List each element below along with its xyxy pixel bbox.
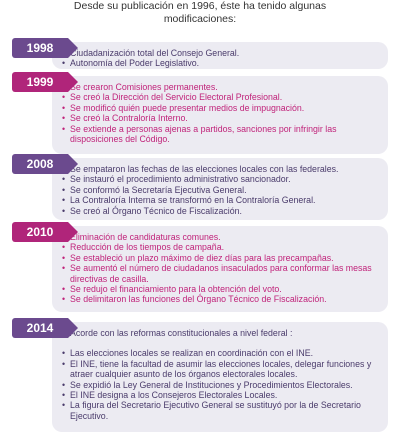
list-2010	[52, 226, 388, 311]
list-item: • El INE designa a los Consejeros Electorales Locales.	[62, 390, 278, 401]
timeline-block-1998	[0, 38, 400, 68]
year-tag-1998: 1998	[12, 38, 68, 58]
list-1998	[52, 42, 388, 75]
list-item: Ciudadanización total del Consejo General.	[70, 48, 240, 58]
list-item: Se crearon Comisiones permanentes.	[70, 82, 218, 92]
list-item: • Las elecciones locales se realizan en coordinación con el INE.	[62, 348, 314, 359]
card-2014	[52, 322, 388, 432]
list-item: • La Contraloría Interna se transformó en la Contraloría General.	[62, 195, 316, 206]
list-item: • Se modificó quién puede presentar medios de impugnación.	[62, 102, 305, 113]
card-2010	[52, 226, 388, 312]
card-1998	[52, 42, 388, 69]
timeline-block-1999	[0, 72, 400, 152]
year-tag-arrow	[68, 72, 78, 92]
list-item: • Se creó la Dirección del Servicio Electoral Profesional.	[62, 92, 283, 103]
list-item: Se empataron las fechas de las elecciones locales con las federales.	[70, 164, 339, 174]
lead-2014: Acorde con las reformas constitucionales a nivel federal :	[70, 328, 293, 338]
year-tag-arrow	[68, 154, 78, 174]
year-tag-2008: 2008	[12, 154, 68, 174]
intro-text	[0, 0, 400, 26]
timeline-block-2008	[0, 154, 400, 220]
list-item: • Reducción de los tiempos de campaña.	[62, 242, 225, 253]
list-item: • Se delimitaron las funciones del Órgano Técnico de Fiscalización.	[62, 294, 327, 305]
timeline-block-2010	[0, 222, 400, 310]
year-tag-1999: 1999	[12, 72, 68, 92]
list-item: • Se instauró el procedimiento administrativo sancionador.	[62, 174, 291, 185]
year-tag-2010: 2010	[12, 222, 68, 242]
list-item: • Se creó la Contraloría Interno.	[62, 113, 188, 124]
list-item: • Se expidió la Ley General de Instituciones y Procedimientos Electorales.	[62, 379, 353, 390]
year-tag-arrow	[68, 38, 78, 58]
timeline-block-2014	[0, 318, 400, 421]
year-tag-arrow	[68, 222, 78, 242]
list-1999	[52, 76, 388, 150]
intro-line-2: modificaciones:	[163, 13, 237, 25]
year-tag-arrow	[68, 318, 78, 338]
year-tag-2014: 2014	[12, 318, 68, 338]
list-item: • Se extiende a personas ajenas a partidos, sanciones por infringir las disposiciones del Código.	[62, 123, 337, 145]
list-item: • La figura del Secretario Ejecutivo General se sustituyó por la de Secretario Ejecutivo.	[62, 400, 361, 421]
intro-line-1: Desde su publicación en 1996, éste ha tenido algunas	[73, 0, 327, 12]
list-item: • Se estableció un plazo máximo de diez días para las precampañas.	[62, 252, 334, 263]
list-item: • Se aumentó el número de ciudadanos insaculados para conformar las mesas directivas de casilla.	[62, 263, 372, 284]
list-item: • Se redujo el financiamiento para la obtención del voto.	[62, 284, 282, 295]
list-item: • Autonomía del Poder Legislativo.	[62, 58, 200, 69]
list-2008	[52, 158, 388, 222]
list-item: • Se creó al Órgano Técnico de Fiscalización.	[62, 205, 242, 216]
list-2014	[52, 342, 388, 427]
card-2008	[52, 158, 388, 220]
list-item: • Se conformó la Secretaría Ejecutiva General.	[62, 184, 247, 195]
list-item: • El INE, tiene la facultad de asumir las elecciones locales, delegar funciones y atraer cualquier asunto de los órganos electorales locales.	[62, 358, 372, 380]
list-item: Eliminación de candidaturas comunes.	[70, 232, 221, 242]
card-1999	[52, 76, 388, 154]
